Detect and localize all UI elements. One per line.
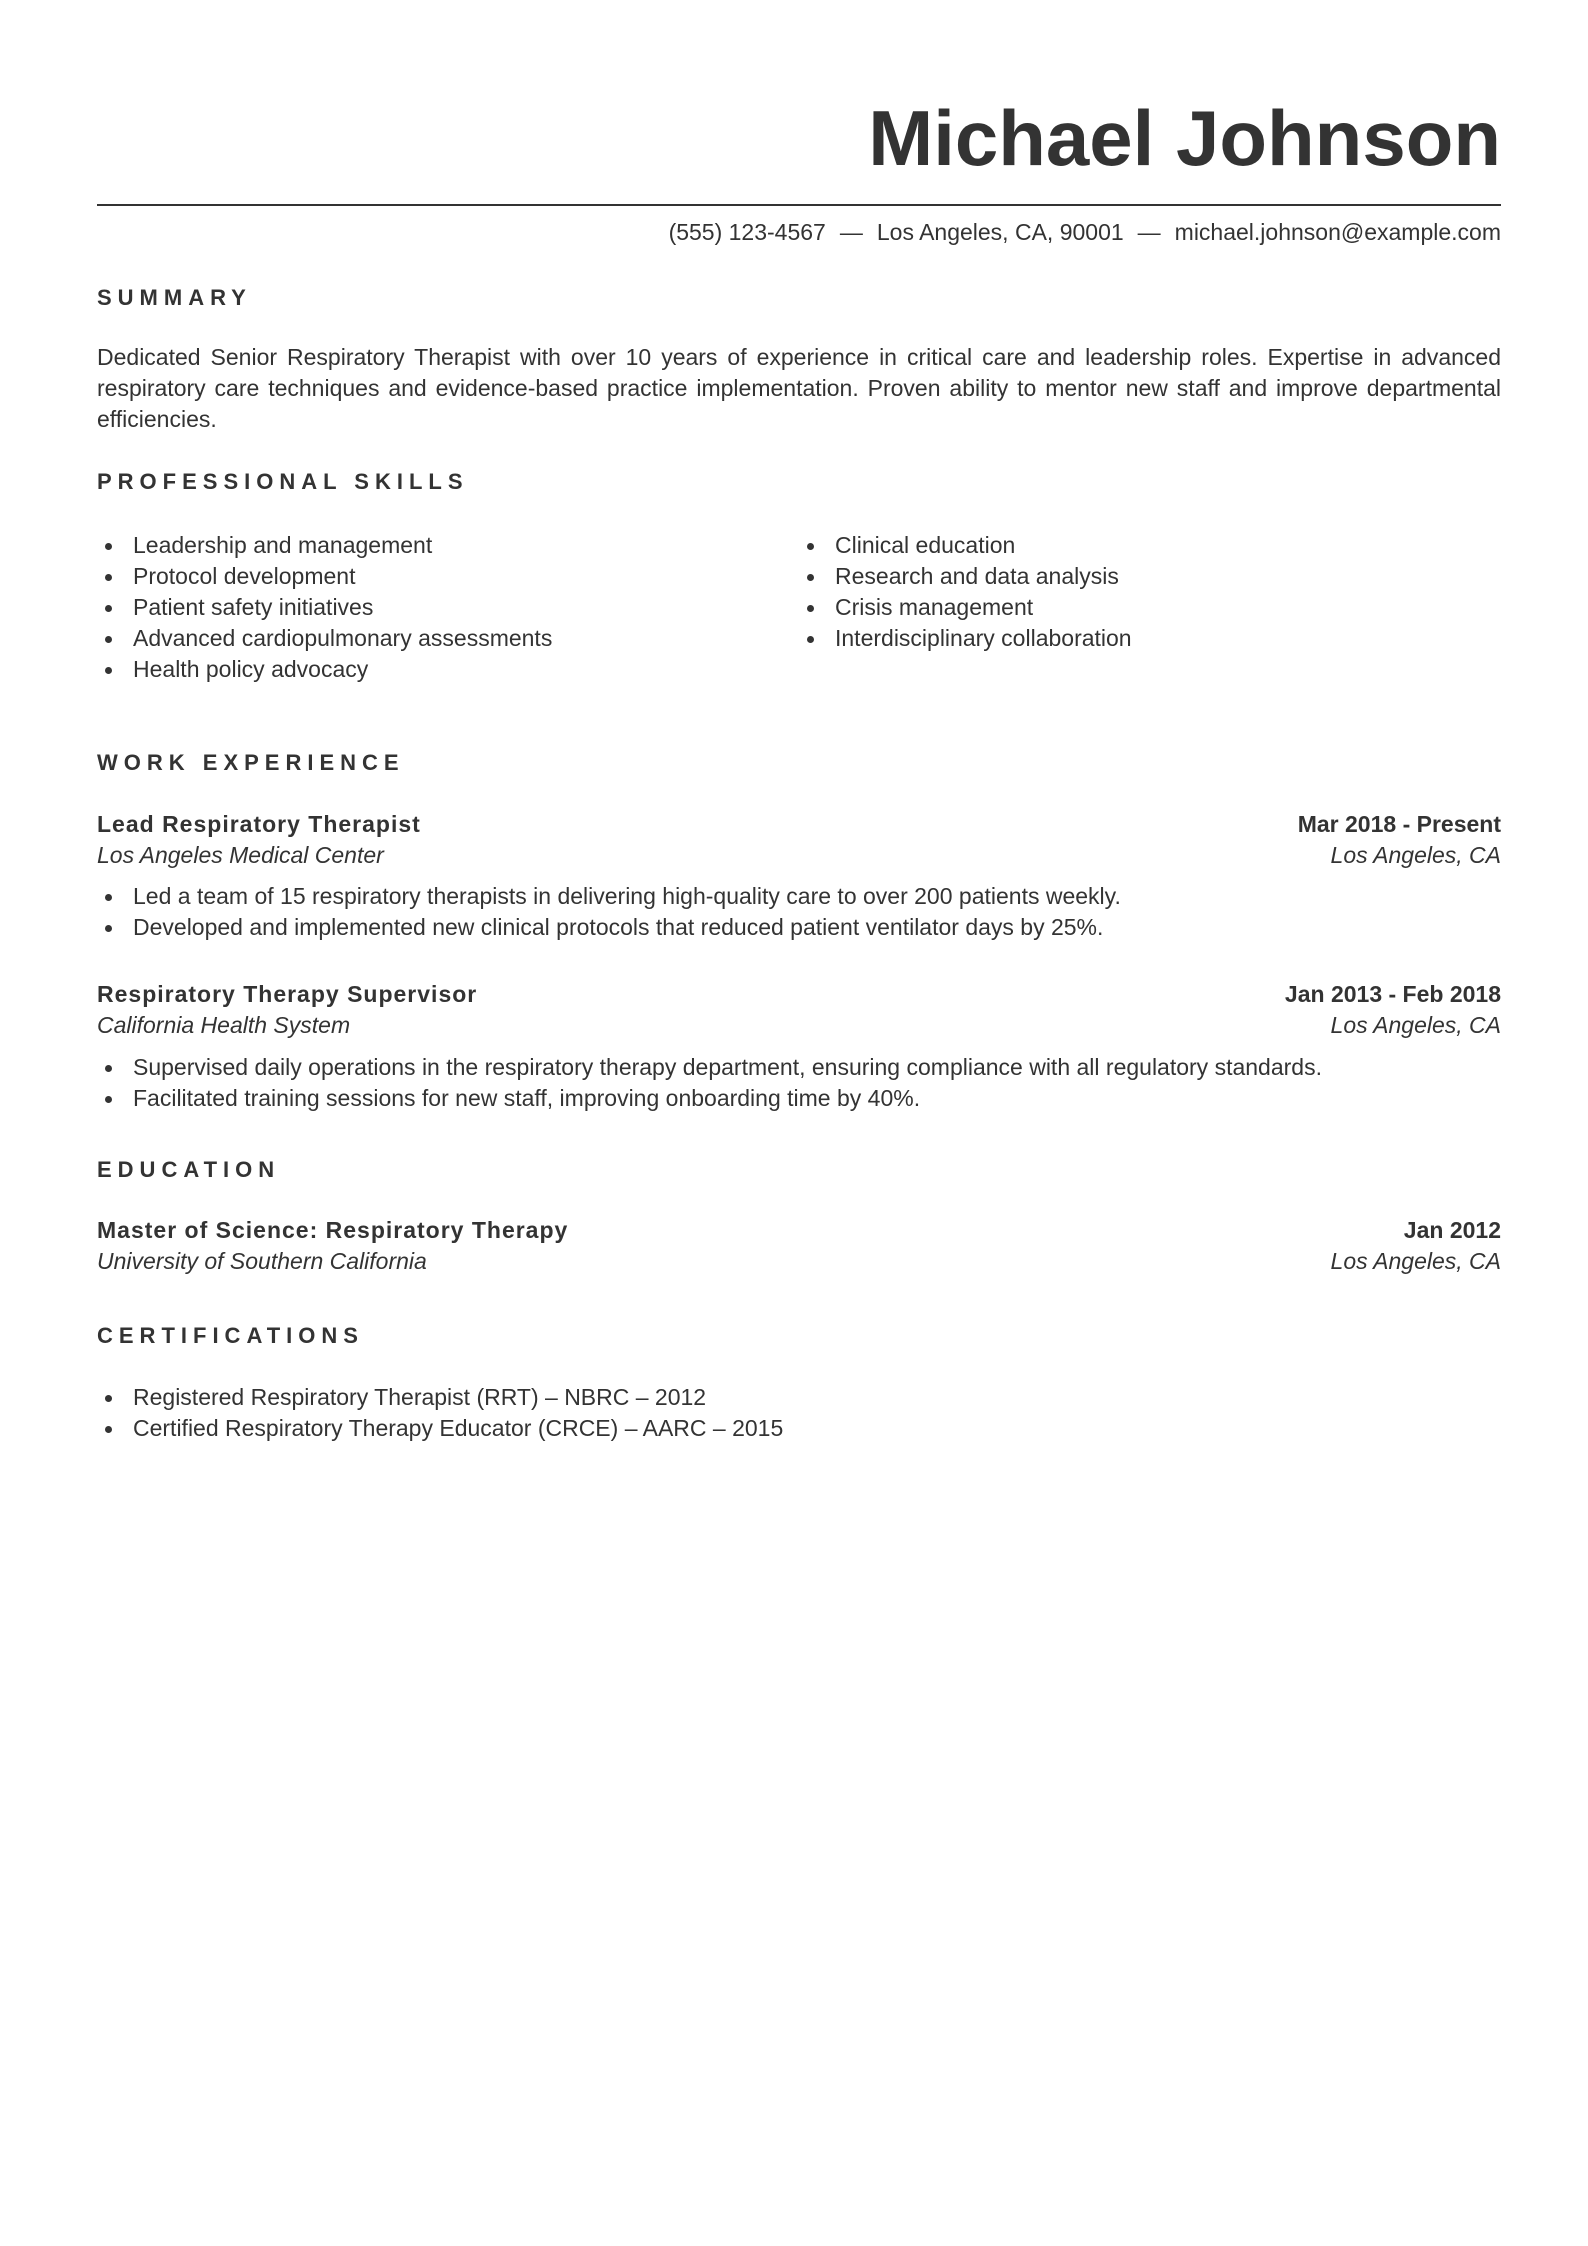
job-title: Lead Respiratory Therapist [97, 811, 421, 837]
list-item: Research and data analysis [799, 561, 1501, 592]
contact-email[interactable]: michael.johnson@example.com [1174, 219, 1501, 245]
list-item: Certified Respiratory Therapy Educator (CRCE) – AARC – 2015 [97, 1413, 1501, 1444]
education-school: University of Southern California [97, 1248, 427, 1274]
education-header [97, 1215, 1501, 1246]
job-company: Los Angeles Medical Center [97, 842, 384, 868]
job-header [97, 979, 1501, 1010]
list-item: Crisis management [799, 592, 1501, 623]
contact-separator: — [839, 219, 863, 245]
summary-heading: SUMMARY [97, 285, 252, 310]
list-item: Supervised daily operations in the respiratory therapy department, ensuring compliance with all regulatory standards. [97, 1052, 1501, 1083]
job-entry [97, 809, 1501, 943]
list-item: Facilitated training sessions for new staff, improving onboarding time by 40%. [97, 1083, 1501, 1114]
list-item: Advanced cardiopulmonary assessments [97, 623, 799, 654]
list-item: Interdisciplinary collaboration [799, 623, 1501, 654]
list-item: Health policy advocacy [97, 654, 799, 685]
certifications-heading: CERTIFICATIONS [97, 1323, 364, 1348]
job-dates: Jan 2013 - Feb 2018 [1284, 981, 1501, 1007]
education-entry [97, 1215, 1501, 1277]
list-item: Developed and implemented new clinical protocols that reduced patient ventilator days by 25%. [97, 912, 1501, 943]
job-dates: Mar 2018 - Present [1297, 811, 1501, 837]
list-item: Leadership and management [97, 530, 799, 561]
skills-list [97, 530, 1501, 685]
job-bullets [97, 1052, 1501, 1114]
job-header [97, 809, 1501, 840]
list-item: Registered Respiratory Therapist (RRT) – NBRC – 2012 [97, 1382, 1501, 1413]
experience-heading: WORK EXPERIENCE [97, 750, 405, 775]
education-heading: EDUCATION [97, 1157, 281, 1182]
job-location: Los Angeles, CA [1330, 842, 1501, 868]
contact-separator: — [1137, 219, 1161, 245]
skills-column-left [97, 530, 799, 685]
candidate-name: Michael Johnson [868, 94, 1501, 182]
certifications-list [97, 1382, 1501, 1444]
contact-phone: (555) 123-4567 [668, 219, 826, 245]
resume-page [97, 0, 1501, 1441]
list-item: Clinical education [799, 530, 1501, 561]
job-subheader [97, 840, 1501, 871]
education-date: Jan 2012 [1403, 1217, 1501, 1243]
list-item: Patient safety initiatives [97, 592, 799, 623]
job-title: Respiratory Therapy Supervisor [97, 981, 478, 1007]
skills-column-right [799, 530, 1501, 685]
job-entry [97, 979, 1501, 1114]
job-company: California Health System [97, 1012, 351, 1038]
header-divider [97, 204, 1501, 206]
contact-line [97, 217, 1501, 247]
education-location: Los Angeles, CA [1330, 1248, 1501, 1274]
education-degree: Master of Science: Respiratory Therapy [97, 1217, 569, 1243]
summary-text: Dedicated Senior Respiratory Therapist with over 10 years of experience in critical care and leadership roles. Expertise in advanced respiratory care techniques and evidence-based practice implementation. Proven ability to mentor new staff and improve departmental efficiencies. [97, 344, 1501, 432]
skills-heading: PROFESSIONAL SKILLS [97, 469, 469, 494]
contact-location: Los Angeles, CA, 90001 [876, 219, 1124, 245]
job-location: Los Angeles, CA [1330, 1012, 1501, 1038]
job-subheader [97, 1010, 1501, 1041]
education-subheader [97, 1246, 1501, 1277]
list-item: Led a team of 15 respiratory therapists in delivering high-quality care to over 200 patients weekly. [97, 881, 1501, 912]
list-item: Protocol development [97, 561, 799, 592]
job-bullets [97, 881, 1501, 943]
